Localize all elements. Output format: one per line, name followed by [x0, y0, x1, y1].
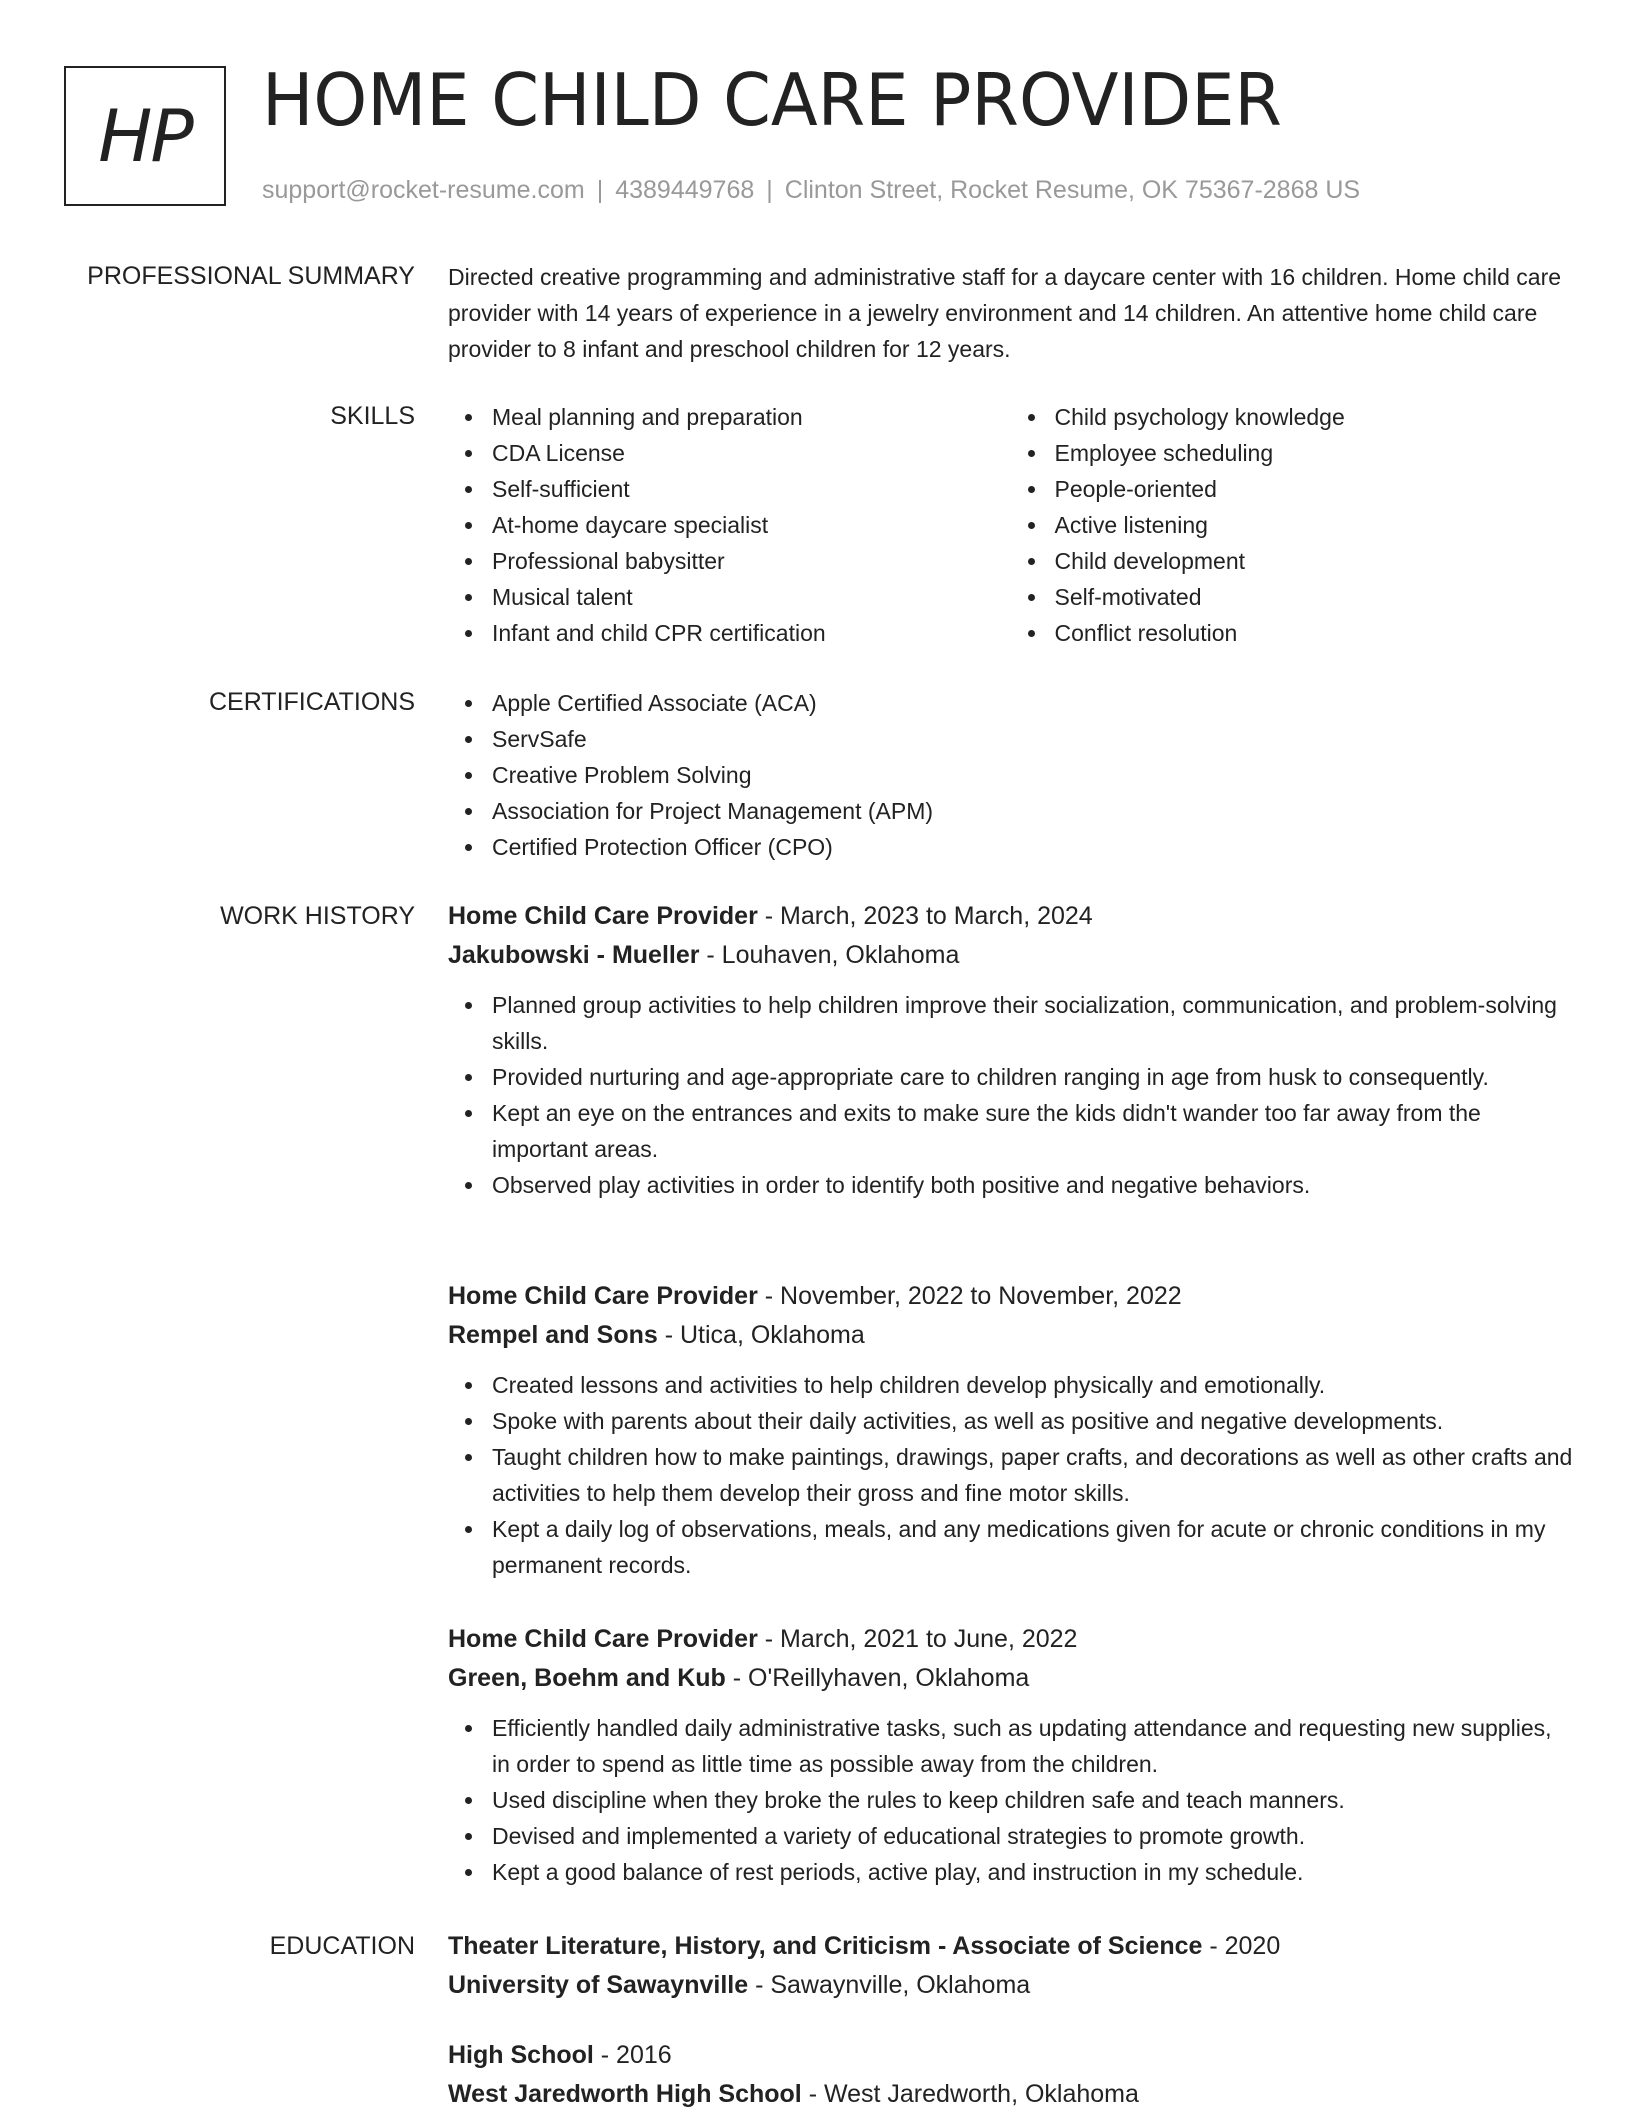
job-location: - Utica, Oklahoma — [657, 1321, 865, 1349]
contact-email[interactable]: support@rocket-resume.com — [262, 176, 585, 204]
degree-line — [448, 1927, 1573, 1966]
certifications-heading: CERTIFICATIONS — [208, 688, 415, 716]
job-title-line — [448, 897, 1573, 936]
degree-name: High School — [448, 2041, 594, 2069]
job-bullet: Kept an eye on the entrances and exits to make sure the kids didn't wander too far away from the important areas. — [492, 1095, 1573, 1167]
skills-column-right — [1011, 399, 1574, 651]
job-title-line — [448, 1277, 1573, 1316]
degree-year: - 2016 — [593, 2041, 672, 2069]
job-bullet: Spoke with parents about their daily activities, as well as positive and negative developments. — [492, 1403, 1573, 1439]
job-location: - Louhaven, Oklahoma — [699, 941, 960, 969]
education-heading: EDUCATION — [269, 1932, 415, 1960]
certification-item: ServSafe — [492, 721, 1573, 757]
skill-item: Conflict resolution — [1055, 615, 1574, 651]
contact-line — [262, 176, 1360, 205]
skill-item: Meal planning and preparation — [492, 399, 1011, 435]
skill-item: Employee scheduling — [1055, 435, 1574, 471]
skill-item: People-oriented — [1055, 471, 1574, 507]
job-dates: - March, 2023 to March, 2024 — [757, 902, 1093, 930]
skill-item: Professional babysitter — [492, 543, 1011, 579]
job-location: - O'Reillyhaven, Oklahoma — [725, 1664, 1030, 1692]
job-bullet: Created lessons and activities to help children develop physically and emotionally. — [492, 1367, 1573, 1403]
certifications-list — [448, 685, 1573, 865]
job-bullet: Devised and implemented a variety of educational strategies to promote growth. — [492, 1818, 1573, 1854]
job-title: Home Child Care Provider — [448, 902, 758, 930]
contact-phone[interactable]: 4389449768 — [615, 176, 755, 204]
school-location: - West Jaredworth, Oklahoma — [801, 2080, 1139, 2108]
skill-item: At-home daycare specialist — [492, 507, 1011, 543]
skills-column-left — [448, 399, 1011, 651]
job-dates: - November, 2022 to November, 2022 — [757, 1282, 1182, 1310]
job-company-line — [448, 1316, 1573, 1355]
job-company: Green, Boehm and Kub — [448, 1664, 726, 1692]
job-bullet: Taught children how to make paintings, drawings, paper crafts, and decorations as well as other crafts and activities to help them develop their gross and fine motor skills. — [492, 1439, 1573, 1511]
degree-name: Theater Literature, History, and Criticism - Associate of Science — [448, 1932, 1203, 1960]
job-bullet: Efficiently handled daily administrative tasks, such as updating attendance and requesting new supplies, in order to spend as little time as possible away from the children. — [492, 1710, 1573, 1782]
job-bullet: Kept a daily log of observations, meals, and any medications given for acute or chronic conditions in my permanent records. — [492, 1511, 1573, 1583]
contact-separator: | — [596, 176, 604, 204]
contact-address: Clinton Street, Rocket Resume, OK 75367-2868 US — [784, 176, 1361, 204]
work-history-heading: WORK HISTORY — [220, 902, 415, 930]
job-entry — [448, 1620, 1573, 1890]
resume-title: HOME CHILD CARE PROVIDER — [262, 58, 1282, 142]
skill-item: Infant and child CPR certification — [492, 615, 1011, 651]
skill-item: Self-motivated — [1055, 579, 1574, 615]
job-bullet: Provided nurturing and age-appropriate care to children ranging in age from husk to consequently. — [492, 1059, 1573, 1095]
job-entry — [448, 897, 1573, 1203]
education-entry — [448, 2036, 1573, 2114]
education-entry — [448, 1927, 1573, 2005]
job-dates: - March, 2021 to June, 2022 — [757, 1625, 1078, 1653]
summary-heading: PROFESSIONAL SUMMARY — [87, 262, 415, 290]
skill-item: Musical talent — [492, 579, 1011, 615]
school-line — [448, 1966, 1573, 2005]
certification-item: Certified Protection Officer (CPO) — [492, 829, 1573, 865]
degree-year: - 2020 — [1202, 1932, 1281, 1960]
skills-list — [448, 399, 1573, 651]
monogram-logo: HP — [64, 66, 226, 206]
job-company: Rempel and Sons — [448, 1321, 658, 1349]
skill-item: Active listening — [1055, 507, 1574, 543]
certification-item: Apple Certified Associate (ACA) — [492, 685, 1573, 721]
skill-item: CDA License — [492, 435, 1011, 471]
job-bullet: Used discipline when they broke the rules to keep children safe and teach manners. — [492, 1782, 1573, 1818]
degree-line — [448, 2036, 1573, 2075]
skill-item: Child psychology knowledge — [1055, 399, 1574, 435]
skill-item: Child development — [1055, 543, 1574, 579]
job-company: Jakubowski - Mueller — [448, 941, 700, 969]
job-title: Home Child Care Provider — [448, 1625, 758, 1653]
contact-separator: | — [766, 176, 773, 204]
job-entry — [448, 1277, 1573, 1583]
summary-text: Directed creative programming and administrative staff for a daycare center with 16 children. Home child care provider with 14 years of experience in a jewelry environment and 14 children. An attentive home child care provider to 8 infant and preschool children for 12 years. — [448, 264, 1562, 362]
school-line — [448, 2075, 1573, 2114]
job-title: Home Child Care Provider — [448, 1282, 758, 1310]
job-bullets — [448, 1367, 1573, 1583]
skills-heading: SKILLS — [330, 402, 415, 430]
job-bullets — [448, 987, 1573, 1203]
skill-item: Self-sufficient — [492, 471, 1011, 507]
school-name: University of Sawaynville — [448, 1971, 749, 1999]
job-bullets — [448, 1710, 1573, 1890]
certification-item: Association for Project Management (APM) — [492, 793, 1573, 829]
certification-item: Creative Problem Solving — [492, 757, 1573, 793]
job-company-line — [448, 1659, 1573, 1698]
job-title-line — [448, 1620, 1573, 1659]
job-bullet: Observed play activities in order to identify both positive and negative behaviors. — [492, 1167, 1573, 1203]
job-bullet: Kept a good balance of rest periods, active play, and instruction in my schedule. — [492, 1854, 1573, 1890]
school-name: West Jaredworth High School — [448, 2080, 802, 2108]
school-location: - Sawaynville, Oklahoma — [748, 1971, 1031, 1999]
job-bullet: Planned group activities to help children improve their socialization, communication, and problem-solving skills. — [492, 987, 1573, 1059]
job-company-line — [448, 936, 1573, 975]
